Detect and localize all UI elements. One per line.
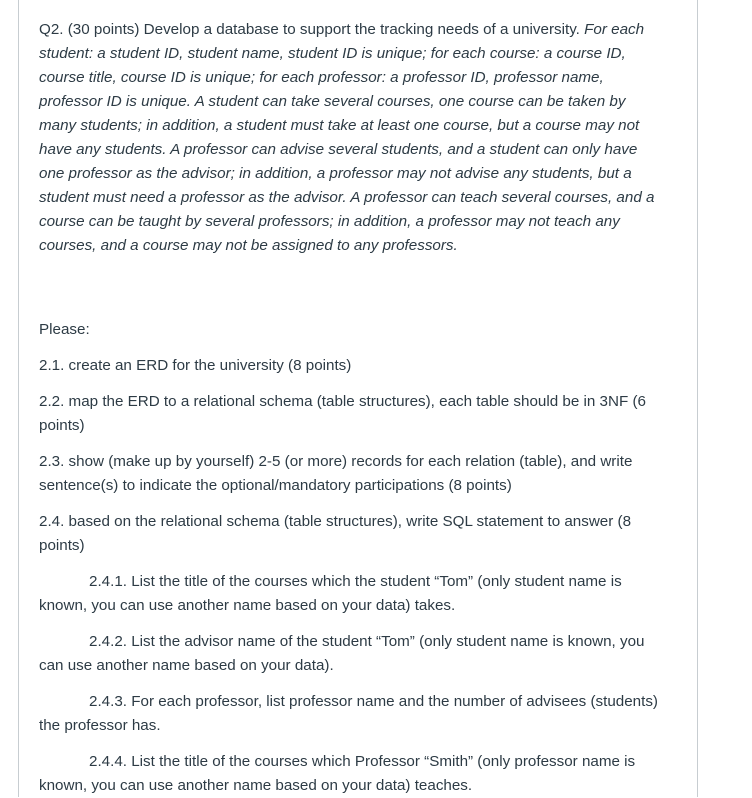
- task-item-2-2: 2.2. map the ERD to a relational schema (table structures), each table should be in 3NF (6 points): [39, 393, 646, 434]
- task-item-2-3: 2.3. show (make up by yourself) 2-5 (or more) records for each relation (table), and write sentence(s) to indicate the optional/mandatory participations (8 points): [39, 453, 633, 494]
- question-lead: Q2. (30 points) Develop a database to support the tracking needs of a university.: [39, 21, 580, 38]
- task-subitem-2-4-1: 2.4.1. List the title of the courses which the student “Tom” (only student name is known, you can use another name based on your data) takes.: [39, 573, 622, 614]
- task-subitem-2-4-2: 2.4.2. List the advisor name of the student “Tom” (only student name is known, you can use another name based on your data).: [39, 633, 645, 674]
- task-item-2-1: 2.1. create an ERD for the university (8 points): [39, 357, 352, 374]
- question-description: [39, 18, 659, 258]
- question-content: [39, 18, 659, 798]
- please-label: Please:: [39, 321, 90, 338]
- task-item-2-4: 2.4. based on the relational schema (table structures), write SQL statement to answer (8 points): [39, 513, 632, 554]
- question-requirements: For each student: a student ID, student name, student ID is unique; for each course: a course ID, course title, course ID is unique; for each professor: a professor ID, professor name, professor ID is unique. A student can take several courses, one course can be taken by many students; in addition, a student must take at least one course, but a course may not have any students. A professor can advise several students, and a student can only have one professor as the advisor; in addition, a professor may not advise any students, but a student must need a professor as the advisor. A professor can teach several courses, and a course can be taught by several professors; in addition, a professor may not teach any courses, and a course may not be assigned to any professors.: [39, 21, 655, 254]
- task-subitem-2-4-3: 2.4.3. For each professor, list professor name and the number of advisees (students) the professor has.: [39, 693, 658, 734]
- task-subitem-2-4-4: 2.4.4. List the title of the courses which Professor “Smith” (only professor name is known, you can use another name based on your data) teaches.: [39, 753, 636, 794]
